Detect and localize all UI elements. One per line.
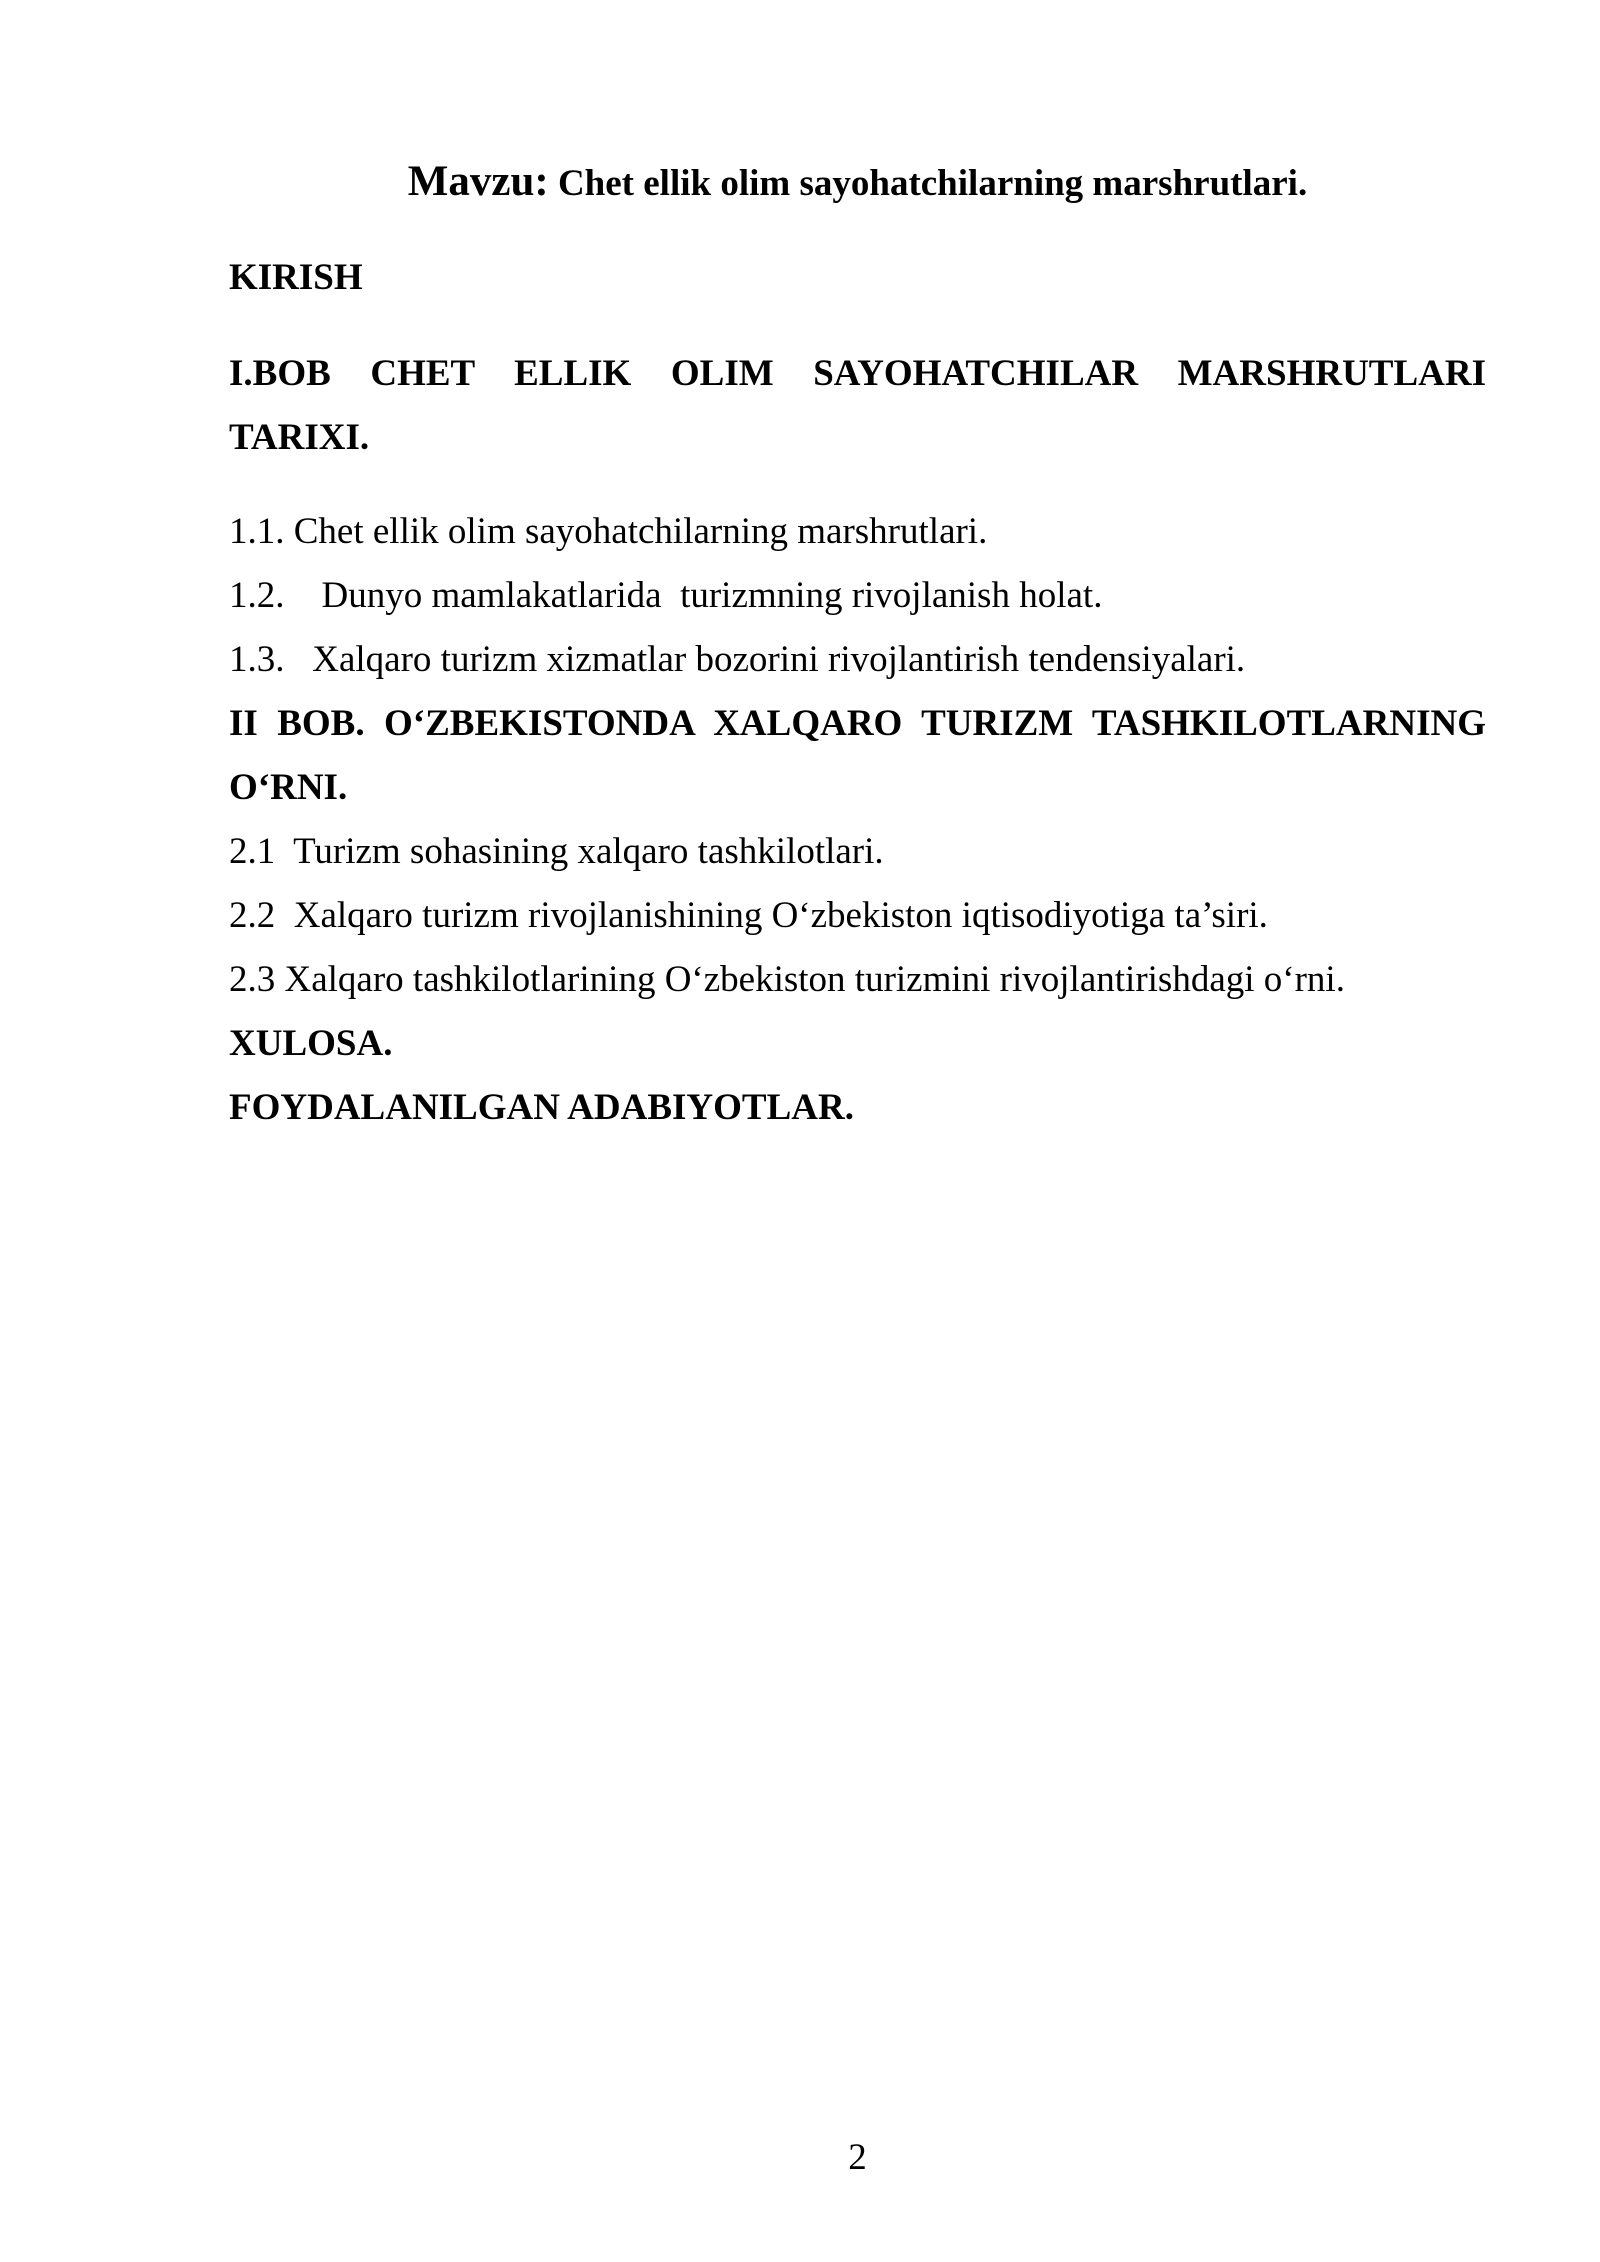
chapter-2-heading xyxy=(229,692,1486,820)
toc-item-2-3: 2.3 Xalqaro tashkilotlarining O‘zbekiston turizmini rivojlantirishdagi o‘rni. xyxy=(229,959,1345,1000)
toc-item-1-3: 1.3. Xalqaro turizm xizmatlar bozorini rivojlantirish tendensiyalari. xyxy=(229,639,1246,680)
toc-item-1-1: 1.1. Chet ellik olim sayohatchilarning marshrutlari. xyxy=(229,511,988,552)
chapter-1-heading-line-1: I.BOB CHET ELLIK OLIM SAYOHATCHILAR MARSHRUTLARI xyxy=(229,353,1486,394)
toc-item-2-2: 2.2 Xalqaro turizm rivojlanishining O‘zbekiston iqtisodiyotiga ta’siri. xyxy=(229,895,1268,936)
chapter-2-heading-line-2: O‘RNI. xyxy=(229,767,348,808)
document-content xyxy=(229,150,1486,1140)
page-footer xyxy=(229,2126,1486,2190)
heading-adabiyotlar: FOYDALANILGAN ADABIYOTLAR. xyxy=(229,1087,854,1128)
doc-title-label: Mavzu: xyxy=(407,158,549,205)
toc-item-1-2: 1.2. Dunyo mamlakatlarida turizmning rivojlanish holat. xyxy=(229,575,1103,616)
page-number: 2 xyxy=(848,2137,867,2178)
toc-item-2-1: 2.1 Turizm sohasining xalqaro tashkilotlari. xyxy=(229,831,884,872)
doc-title-text: Chet ellik olim sayohatchilarning marshrutlari. xyxy=(548,163,1308,204)
chapter-1-heading-line-2: TARIXI. xyxy=(229,417,370,458)
chapter-1-heading xyxy=(229,342,1486,470)
chapter-2-heading-line-1: II BOB. O‘ZBEKISTONDA XALQARO TURIZM TASHKILOTLARNING xyxy=(229,703,1486,744)
heading-xulosa: XULOSA. xyxy=(229,1023,393,1064)
heading-kirish: KIRISH xyxy=(229,257,363,298)
doc-title xyxy=(229,150,1486,216)
